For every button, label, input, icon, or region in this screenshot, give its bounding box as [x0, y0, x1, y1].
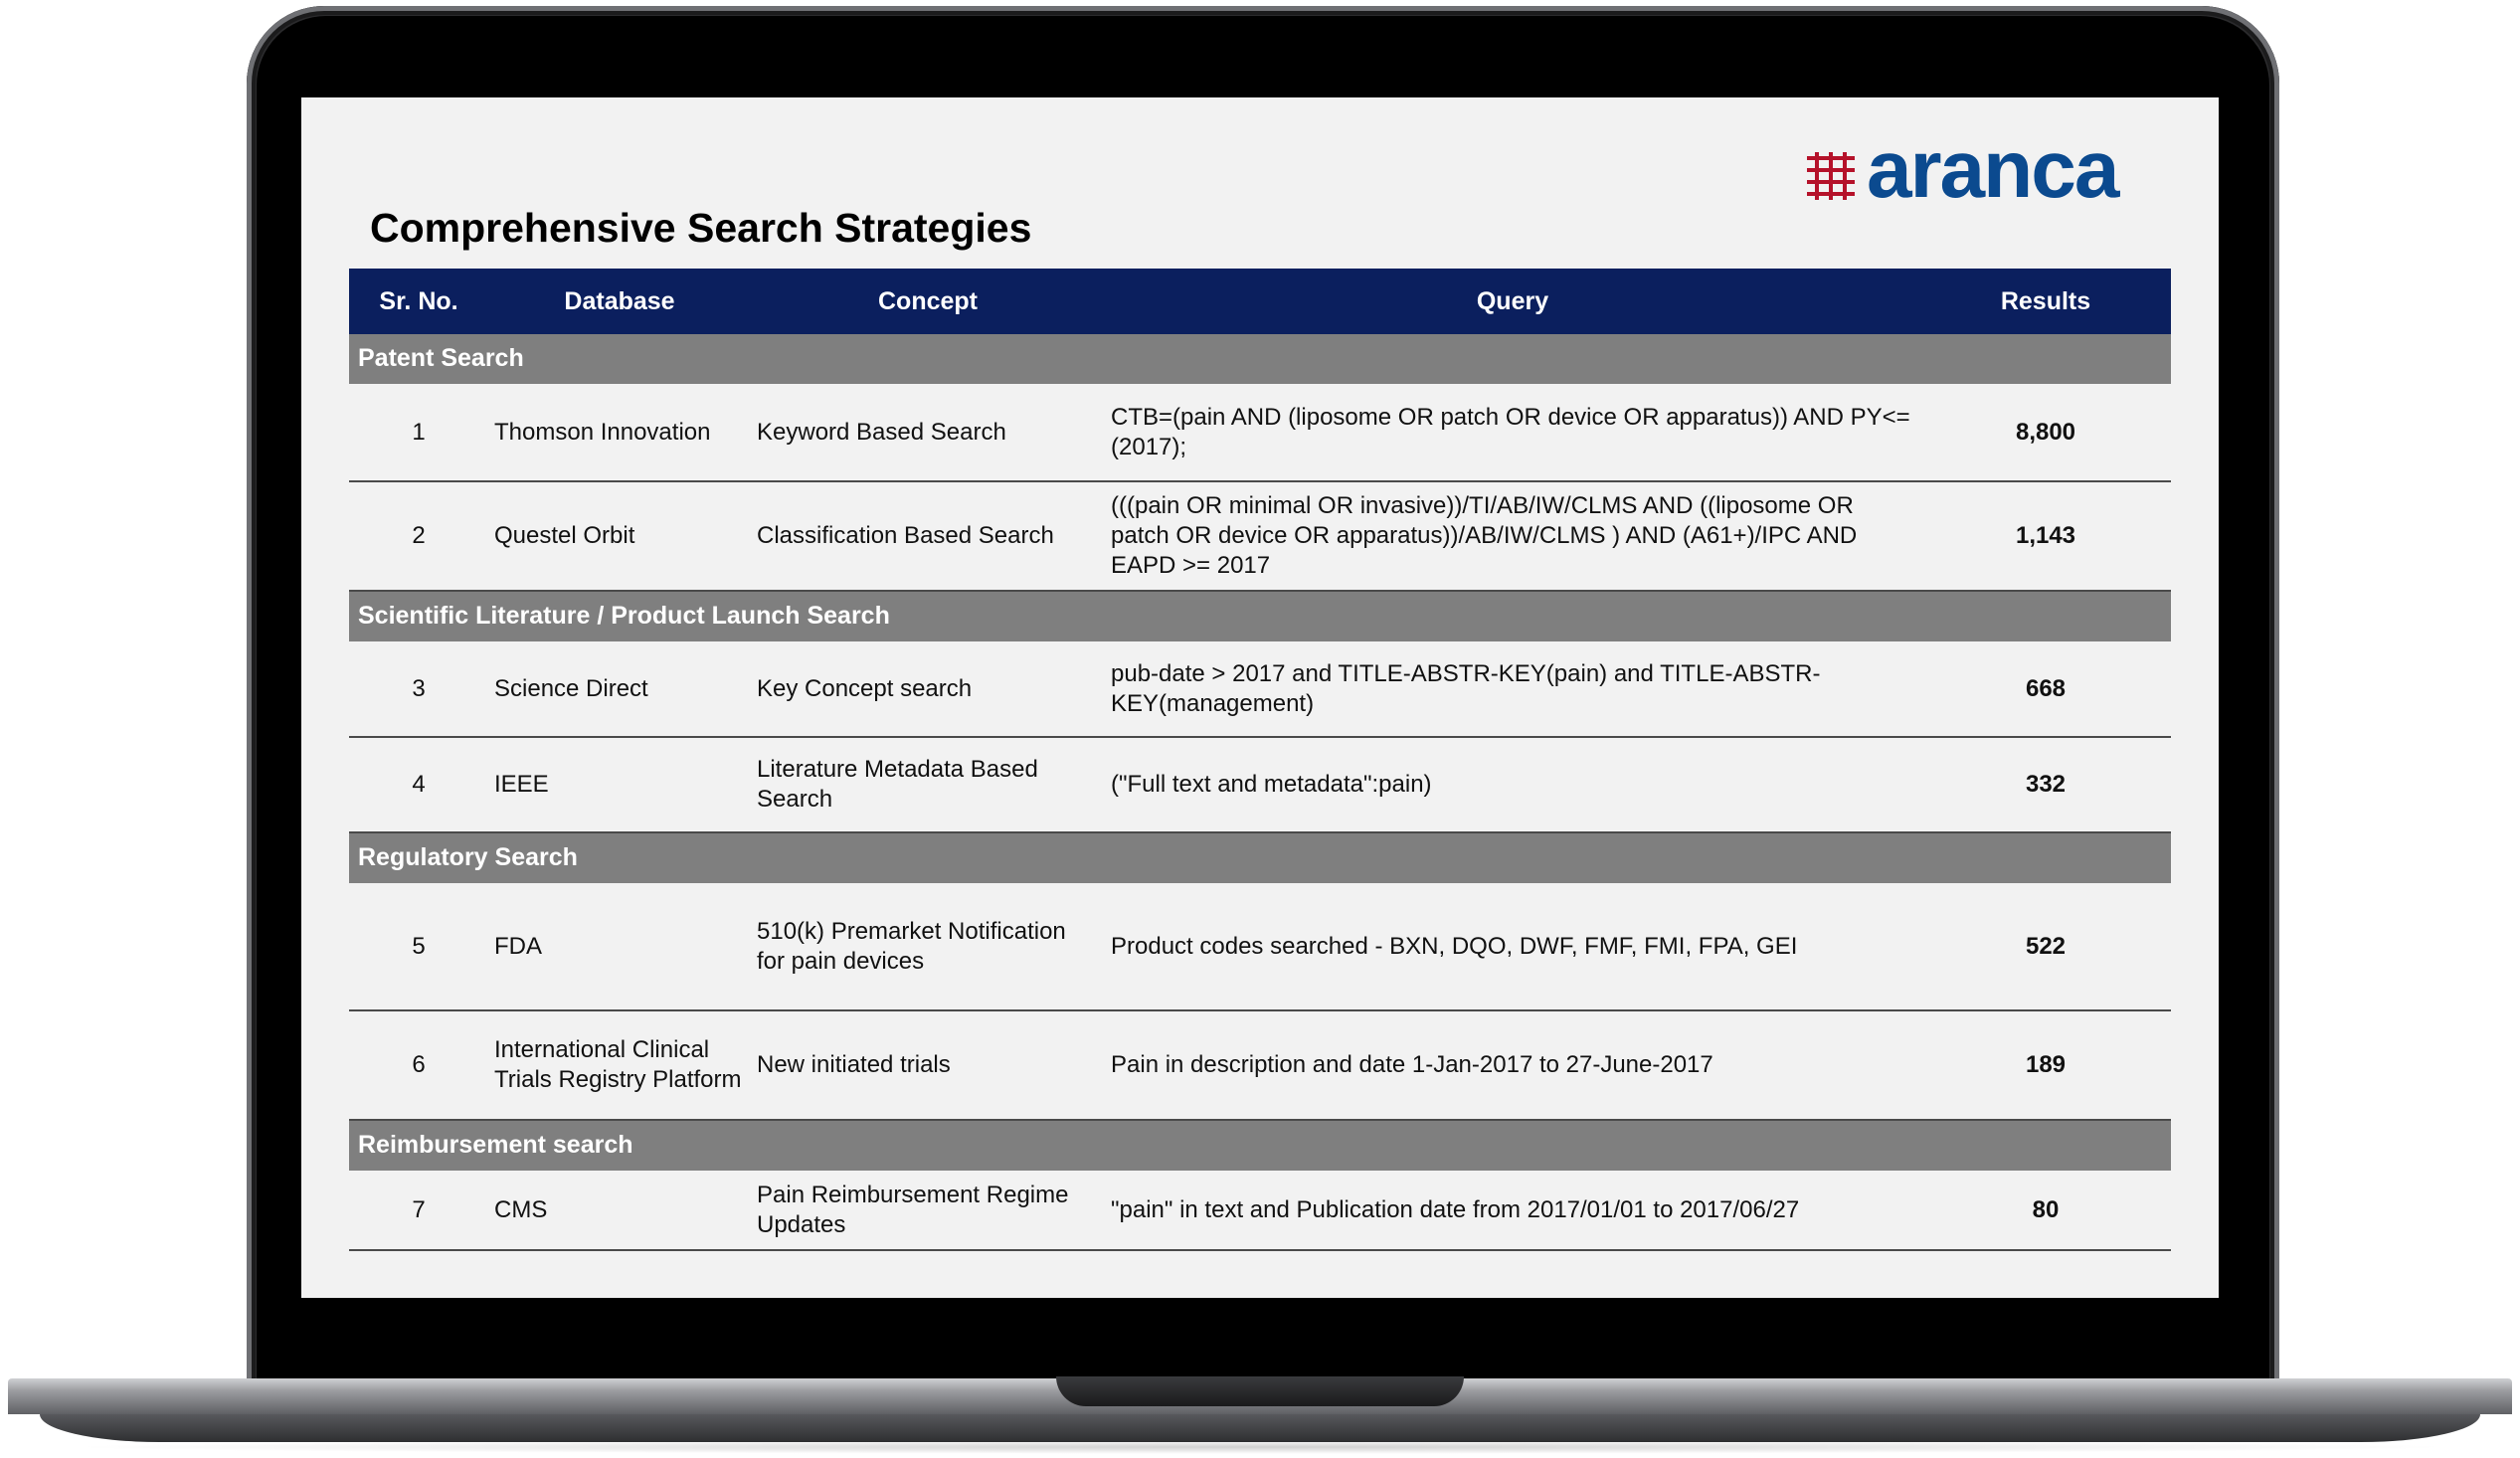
- cell-query: ("Full text and metadata":pain): [1105, 737, 1920, 832]
- cell-concept: Keyword Based Search: [751, 384, 1105, 481]
- laptop-shadow: [60, 1440, 2460, 1454]
- cell-concept: Classification Based Search: [751, 481, 1105, 591]
- header-query: Query: [1105, 269, 1920, 334]
- cell-results: 668: [1920, 641, 2171, 737]
- table-row: [349, 1010, 2171, 1120]
- table-row: [349, 883, 2171, 1010]
- cell-database: IEEE: [488, 737, 751, 832]
- cell-database: FDA: [488, 883, 751, 1010]
- cell-sr: 6: [349, 1010, 488, 1120]
- section-row-regulatory-search: [349, 832, 2171, 883]
- page-title: Comprehensive Search Strategies: [370, 205, 1032, 251]
- header-concept: Concept: [751, 269, 1105, 334]
- cell-query: "pain" in text and Publication date from 2017/01/01 to 2017/06/27: [1105, 1171, 1920, 1250]
- cell-database: CMS: [488, 1171, 751, 1250]
- cell-query: CTB=(pain AND (liposome OR patch OR device OR apparatus)) AND PY<=(2017);: [1105, 384, 1920, 481]
- cell-database: Thomson Innovation: [488, 384, 751, 481]
- cell-database: International Clinical Trials Registry Platform: [488, 1010, 751, 1120]
- laptop-notch: [1056, 1376, 1464, 1406]
- cell-database: Questel Orbit: [488, 481, 751, 591]
- cell-results: 8,800: [1920, 384, 2171, 481]
- table-row: [349, 384, 2171, 481]
- cell-query: Pain in description and date 1-Jan-2017 to 27-June-2017: [1105, 1010, 1920, 1120]
- section-row-scientific-literature: [349, 591, 2171, 641]
- aranca-logo-mark-icon: [1803, 148, 1859, 204]
- section-row-patent-search: [349, 334, 2171, 384]
- table-header-row: [349, 269, 2171, 334]
- laptop-screen: [301, 97, 2219, 1298]
- cell-sr: 1: [349, 384, 488, 481]
- cell-concept: New initiated trials: [751, 1010, 1105, 1120]
- cell-results: 80: [1920, 1171, 2171, 1250]
- cell-query: pub-date > 2017 and TITLE-ABSTR-KEY(pain) and TITLE-ABSTR-KEY(management): [1105, 641, 1920, 737]
- search-strategy-table: [349, 269, 2171, 1251]
- cell-sr: 3: [349, 641, 488, 737]
- cell-query: (((pain OR minimal OR invasive))/TI/AB/IW/CLMS AND ((liposome OR patch OR device OR apparatus))/AB/IW/CLMS ) AND (A61+)/IPC AND EAPD >= 2017: [1105, 481, 1920, 591]
- table-row: [349, 1171, 2171, 1250]
- cell-results: 332: [1920, 737, 2171, 832]
- table-row: [349, 737, 2171, 832]
- laptop-foot: [40, 1414, 2480, 1442]
- cell-sr: 7: [349, 1171, 488, 1250]
- cell-sr: 2: [349, 481, 488, 591]
- brand-name: aranca: [1867, 124, 2118, 215]
- cell-concept: 510(k) Premarket Notification for pain devices: [751, 883, 1105, 1010]
- section-label: Reimbursement search: [349, 1120, 2171, 1171]
- cell-concept: Pain Reimbursement Regime Updates: [751, 1171, 1105, 1250]
- brand-logo: [1803, 124, 2118, 217]
- cell-database: Science Direct: [488, 641, 751, 737]
- table-row: [349, 641, 2171, 737]
- section-label: Patent Search: [349, 334, 2171, 384]
- header-database: Database: [488, 269, 751, 334]
- section-label: Scientific Literature / Product Launch Search: [349, 591, 2171, 641]
- cell-sr: 4: [349, 737, 488, 832]
- table-row: [349, 481, 2171, 591]
- cell-results: 189: [1920, 1010, 2171, 1120]
- section-label: Regulatory Search: [349, 832, 2171, 883]
- cell-results: 522: [1920, 883, 2171, 1010]
- cell-concept: Key Concept search: [751, 641, 1105, 737]
- cell-sr: 5: [349, 883, 488, 1010]
- cell-concept: Literature Metadata Based Search: [751, 737, 1105, 832]
- header-sr-no: Sr. No.: [349, 269, 488, 334]
- cell-results: 1,143: [1920, 481, 2171, 591]
- section-row-reimbursement-search: [349, 1120, 2171, 1171]
- cell-query: Product codes searched - BXN, DQO, DWF, FMF, FMI, FPA, GEI: [1105, 883, 1920, 1010]
- header-results: Results: [1920, 269, 2171, 334]
